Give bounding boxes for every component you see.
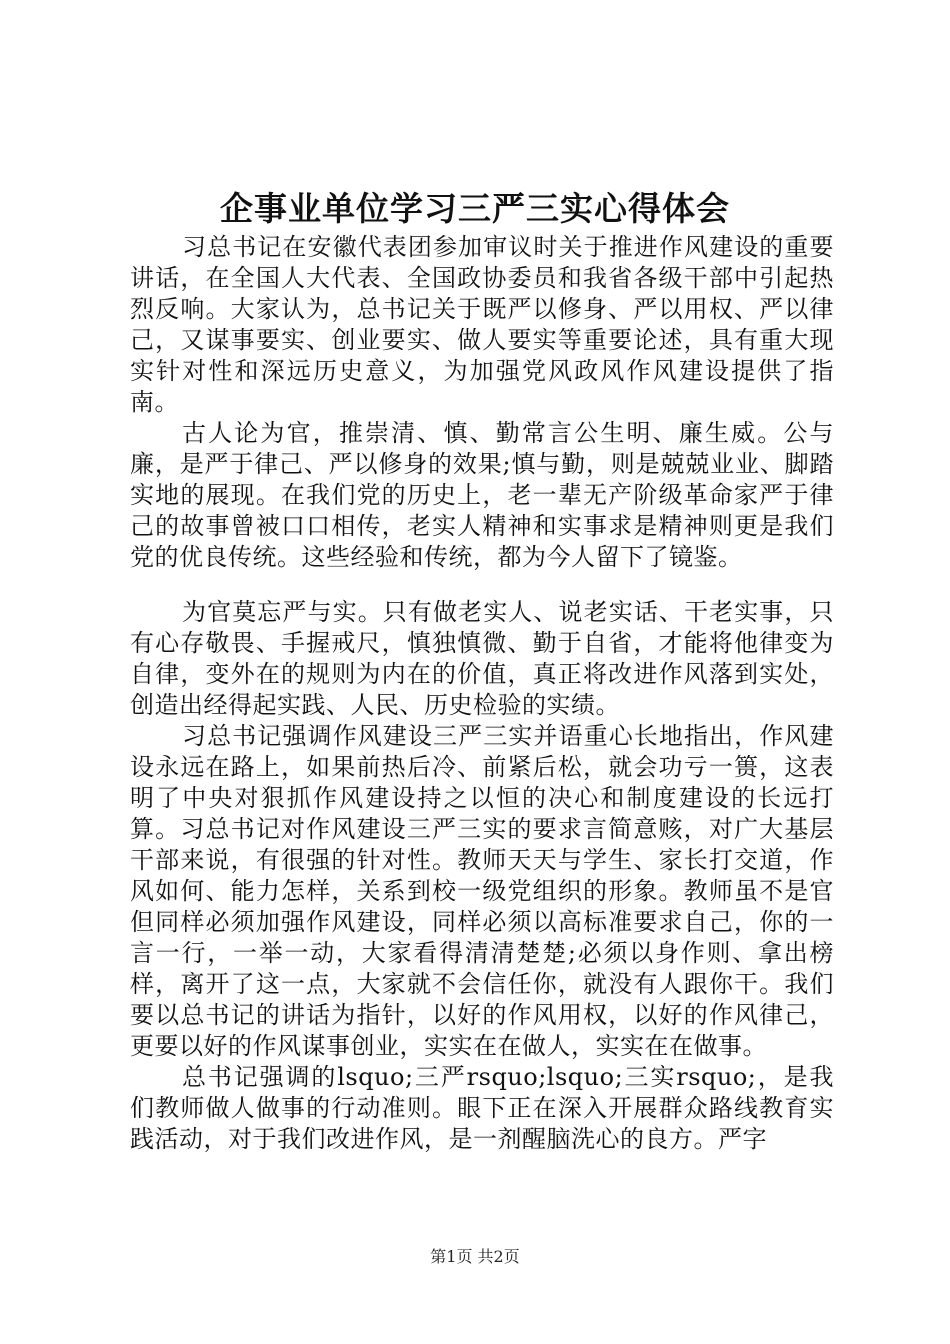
page-number-footer: 第1页 共2页 [430, 1247, 520, 1266]
paragraph-5: 总书记强调的lsquo;三严rsquo;lsquo;三实rsquo;，是我们教师做人做事的行动准则。眼下正在深入开展群众路线教育实践活动，对于我们改进作风，是一剂醒脑洗心的良方。严字 [130, 1063, 834, 1153]
paragraph-1: 习总书记在安徽代表团参加审议时关于推进作风建设的重要讲话，在全国人大代表、全国政协委员和我省各级干部中引起热烈反响。大家认为，总书记关于既严以修身、严以用权、严以律己，又谋事要实、创业要实、做人要实等重要论述，具有重大现实针对性和深远历史意义，为加强党风政风作风建设提供了指南。 [130, 233, 834, 416]
paragraph-spacer [130, 573, 834, 597]
paragraph-2: 古人论为官，推崇清、慎、勤常言公生明、廉生威。公与廉，是严于律己、严以修身的效果;慎与勤，则是兢兢业业、脚踏实地的展现。在我们党的历史上，老一辈无产阶级革命家严于律己的故事曾被口口相传，老实人精神和实事求是精神则更是我们党的优良传统。这些经验和传统，都为今人留下了镜鉴。 [130, 419, 834, 571]
document-title: 企事业单位学习三严三实心得体会 [220, 189, 730, 228]
document-body [130, 232, 834, 1155]
paragraph-3: 为官莫忘严与实。只有做老实人、说老实话、干老实事，只有心存敬畏、手握戒尺，慎独慎微、勤于自省，才能将他律变为自律，变外在的规则为内在的价值，真正将改进作风落到实处，创造出经得起实践、人民、历史检验的实绩。 [130, 598, 834, 719]
paragraph-4: 习总书记强调作风建设三严三实并语重心长地指出，作风建设永远在路上，如果前热后冷、前紧后松，就会功亏一篑，这表明了中央对狠抓作风建设持之以恒的决心和制度建设的长远打算。习总书记对作风建设三严三实的要求言简意赅，对广大基层干部来说，有很强的针对性。教师天天与学生、家长打交道，作风如何、能力怎样，关系到校一级党组织的形象。教师虽不是官但同样必须加强作风建设，同样必须以高标准要求自己，你的一言一行，一举一动，大家看得清清楚楚;必须以身作则、拿出榜样，离开了这一点，大家就不会信任你，就没有人跟你干。我们要以总书记的讲话为指针，以好的作风用权，以好的作风律己，更要以好的作风谋事创业，实实在在做人，实实在在做事。 [130, 722, 834, 1060]
